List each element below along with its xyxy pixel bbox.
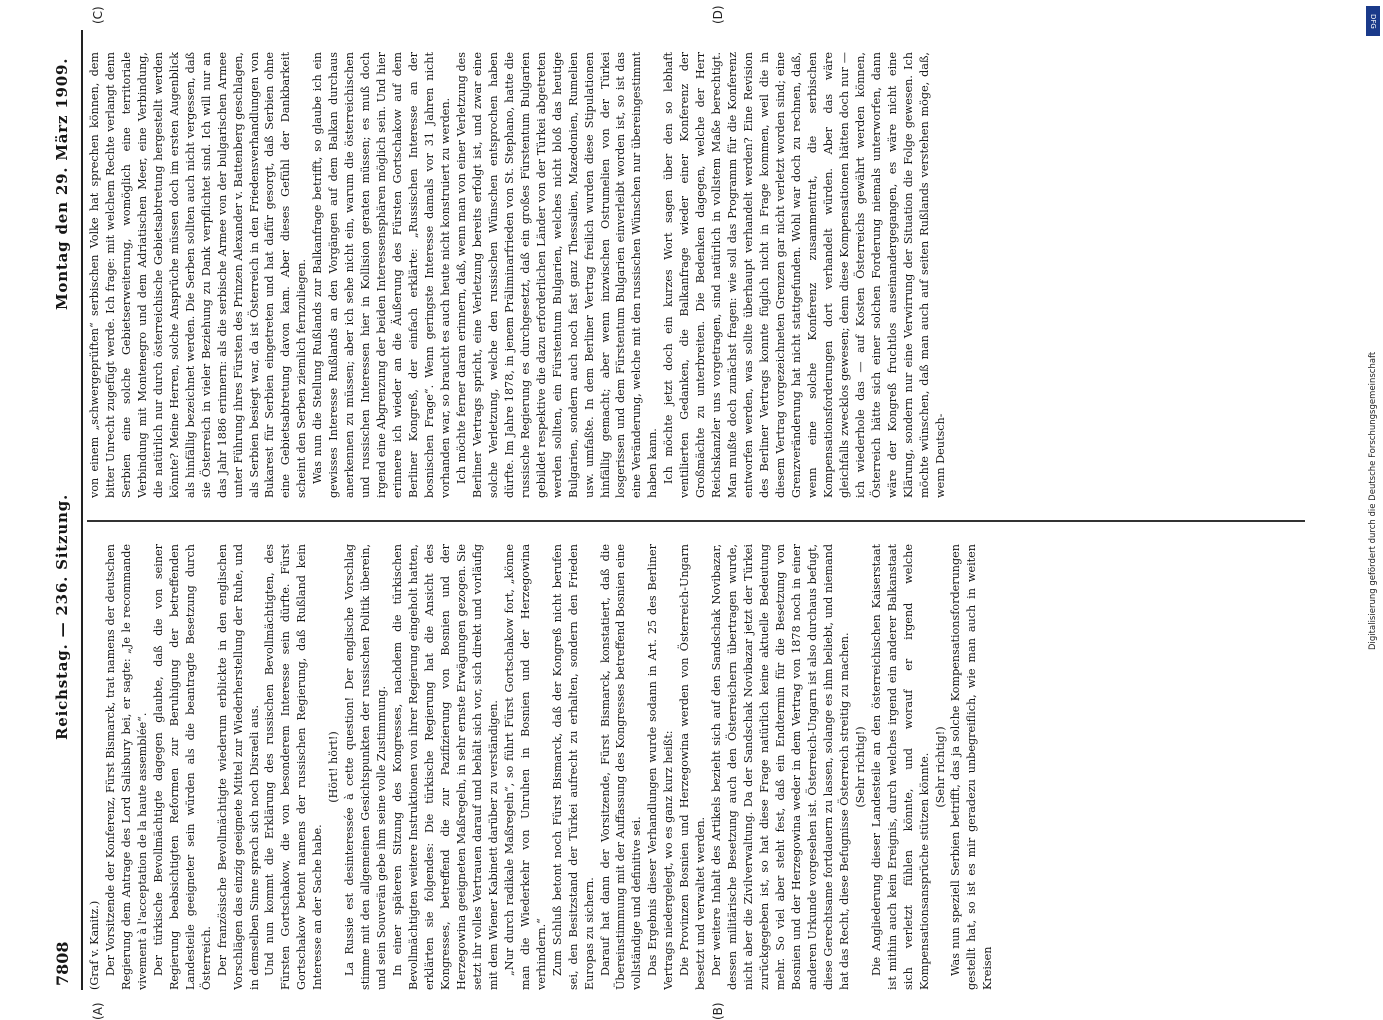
left-column-paragraph: Was nun speziell Serbien betrifft, das ja solche Kompensationsforderungen gestellt hat, so ist es mir geradezu unbegreiflich, wie man auch in weiten Kreisen — [949, 544, 995, 990]
marker-a: (A) — [91, 1002, 105, 1020]
rotated-page — [51, 5, 1331, 1020]
left-column-paragraph: (Graf v. Kanitz.) — [88, 900, 101, 990]
left-column-paragraph: Der französische Bevollmächtigte wiederum erblickte in den englischen Vorschlägen das einzig geeignete Mittel zur Wiederherstellung der Ruhe, und in demselben Sinne sprach sich noch Disraeli aus. — [215, 544, 261, 990]
dfg-logo-icon: DFG — [1366, 6, 1380, 36]
left-column-paragraph: Der weitere Inhalt des Artikels bezieht sich auf den Sandschak Novibazar, dessen militärische Besetzung auch den Österreichern übertragen wurde, nicht aber die Zivilverwaltung. Da der Sandschak Novibazar jetzt der Türkei zurückgegeben ist, so hat diese Frage natürlich keine aktuelle Bedeutung mehr. So viel aber steht fest, daß ein Endtermin für die Besetzung von Bosnien und der Herzegowina weder in dem Vertrag von 1878 noch in einer anderen Urkunde vorgesehen ist. Österreich-Ungarn ist also durchaus befugt, diese Gerechtsame fortdauern zu lassen, solange es ihm beliebt, und niemand hat das Recht, diese Befugnisse Österreich streitig zu machen. — [710, 544, 851, 990]
header-rule — [81, 30, 83, 990]
page-header — [51, 30, 79, 990]
left-column — [87, 544, 1317, 990]
marker-b: (B) — [711, 1002, 725, 1020]
left-column-paragraph: Die Angliederung dieser Landesteile an den österreichischen Kaiserstaat ist mithin auch kein Ereignis, durch welches irgend ein anderer Balkanstaat sich verletzt fühlen könnte, und worauf er irgend welche Kompensationsansprüche stützen könnte. — [869, 544, 931, 990]
left-column-paragraph: Darauf hat dann der Vorsitzende, Fürst Bismarck, konstatiert, daß die Übereinstimmung mit der Auffassung des Kongresses betreffend Bosnien eine vollständige und definitive sei. — [598, 544, 644, 990]
page-number: 7808 — [53, 941, 72, 986]
right-column-paragraph: Was nun die Stellung Rußlands zur Balkanfrage betrifft, so glaube ich ein gewisses Interesse Rußlands an den Vorgängen auf dem Balkan durchaus anerkennen zu müssen; aber ich sehe nicht ein, warum die österreichischen und russischen Interessen hier in Kollision geraten müssen; es muß doch irgend eine Abgrenzung der beiden Interessensphären möglich sein. Und hier erinnere ich wieder an die Äußerung des Fürsten Gortschakow auf dem Berliner Kongreß, der einfach erklärte: „Russischen Interesse an der bosnischen Frage“. Wenn geringste Interesse damals vor 31 Jahren nicht vorhanden war, so braucht es auch heute nicht konstruiert zu werden. — [311, 52, 452, 498]
left-column-paragraph: La Russie est desinteressée à cette question! Der englische Vorschlag stimme mit den allgemeinen Gesichtspunkten der russischen Politik überein, und sein Souverän gebe ihm seine volle Zustimmung. — [343, 544, 389, 990]
right-column-paragraph: von einem „schwergeprüften“ serbischen Volke hat sprechen können, dem bitter Unrecht zugefügt werde. Ich frage: mit welchem Rechte verlangt denn Serbien eine solche Gebietserweiterung, womöglich eine territoriale Verbindung mit Montenegro und dem Adriatischen Meer, eine Verbindung, die natürlich nur durch österreichische Gebietsabtretung hergestellt werden könnte? Meine Herren, solche Ansprüche müssen doch im ersten Augenblick als hinfällig bezeichnet werden. Die Serben sollten auch nicht vergessen, daß sie Österreich in vieler Beziehung zu Dank verpflichtet sind. Ich will nur an das Jahr 1886 erinnern: als die serbische Armee von der bulgarischen Armee unter Führung ihres Fürsten des Prinzen Alexander v. Battenberg geschlagen, als Serbien besiegt war, da ist Österreich in den Friedensverhandlungen von Bukarest für Serbien eingetreten und hat dafür gesorgt, daß Serbien ohne eine Gebietsabtretung davon kam. Aber dieses Gefühl der Dankbarkeit scheint den Serben ziemlich fernzuliegen. — [88, 52, 309, 498]
left-column-paragraph: Der türkische Bevollmächtigte dagegen glaubte, daß die von seiner Regierung beabsichtigten Reformen zur Beruhigung der betreffenden Landesteile geeigneter sein würden als die beantragte Besetzung durch Österreich. — [151, 544, 213, 990]
left-column-paragraph: (Sehr richtig!) — [853, 726, 867, 808]
header-left-title: Reichstag. — 236. Sitzung. — [53, 493, 71, 740]
marker-d: (D) — [711, 5, 725, 24]
column-divider — [87, 521, 1305, 523]
left-column-paragraph: (Sehr richtig!) — [933, 726, 947, 808]
left-column-paragraph: In einer späteren Sitzung des Kongresses, nachdem die türkischen Bevollmächtigten weitere Instruktionen von ihrer Regierung eingeholt hatten, erklärten sie folgendes: Die türkische Regierung hat die Ansicht des Kongresses, betreffend die zur Pazifizierung von Bosnien und der Herzegowina geeigneten Maßregeln, in sehr ernste Erwägungen gezogen. Sie setzt ihr volles Vertrauen darauf und behält sich vor, sich direkt und vorläufig mit dem Wiener Kabinett darüber zu verständigen. — [391, 544, 500, 990]
header-right-title: Montag den 29. März 1909. — [53, 57, 71, 310]
left-column-paragraph: Das Ergebnis dieser Verhandlungen wurde sodann in Art. 25 des Berliner Vertrags niedergelegt, wo es ganz kurz heißt: — [646, 544, 676, 990]
right-column-paragraph: Ich möchte jetzt doch ein kurzes Wort sagen über den so lebhaft ventilierten Gedanken, die Balkanfrage wieder einer Konferenz der Großmächte zu unterbreiten. Die Bedenken dagegen, welche der Herr Reichskanzler uns vorgetragen, sind natürlich in vollstem Maße berechtigt. Man mußte doch zunächst fragen: wie soll das Programm für die Konferenz entworfen werden, was sollte überhaupt verhandelt werden? Eine Revision des Berliner Vertrags konnte füglich nicht in Frage kommen, weil die in diesem Vertrag vorgezeichneten Grenzen gar nicht verletzt worden sind; eine Grenzveränderung hat nicht stattgefunden. Wohl war doch zu rechnen, daß, wenn eine solche Konferenz zusammentrat, die serbischen Kompensationsforderungen dort verhandelt würden. Aber das wäre gleichfalls zwecklos gewesen; denn diese Kompensationen hätten doch nur — ich wiederhole das — auf Kosten Österreichs gewährt werden können, Österreich hätte sich einer solchen Forderung niemals unterworfen, dann wäre der Kongreß fruchtlos auseinandergegangen, es wäre nicht eine Klärung, sondern nur eine Verwirrung der Situation die Folge gewesen. Ich möchte wünschen, daß man auch auf seiten Rußlands verstehen möge, daß, wenn Deutsch- — [662, 52, 947, 498]
right-column-paragraph: Ich möchte ferner daran erinnern, daß, wenn man von einer Verletzung des Berliner Vertrags spricht, eine Verletzung bereits erfolgt ist, und zwar eine solche Verletzung, welche den russischen Wünschen entsprochen haben dürfte. Im Jahre 1878, in jenem Präliminarfrieden von St. Stephano, hatte die russische Regierung es durchgesetzt, daß ein großes Fürstentum Bulgarien gebildet respektive die dazu erforderlichen Länder von der Türkei abgetreten werden sollten, ein Fürstentum Bulgarien, welches nicht bloß das heutige Bulgarien, sondern auch noch fast ganz Thessalien, Mazedonien, Rumelien usw. umfaßte. In dem Berliner Vertrag freilich wurden diese Stipulationen hinfällig gemacht; aber wenn inzwischen Ostrumelien von der Türkei losgerissen und dem Fürstentum Bulgarien einverleibt worden ist, so ist das eine Veränderung, welche mit den russischen Wünschen nur übereingestimmt haben kann. — [454, 52, 660, 498]
left-column-paragraph: Der Vorsitzende der Konferenz, Fürst Bismarck, trat namens der deutschen Regierung dem Antrage des Lord Salisbury bei, er sagte: „Je le recommande vivement à l'acceptation de la haute assemblée“. — [103, 544, 149, 990]
left-column-paragraph: Zum Schluß betont noch Fürst Bismarck, daß der Kongreß nicht berufen sei, den Besitzstand der Türkei aufrecht zu erhalten, sondern den Frieden Europas zu sichern. — [550, 544, 596, 990]
left-column-paragraph: Die Provinzen Bosnien und Herzegowina werden von Österreich-Ungarn besetzt und verwaltet werden. — [678, 544, 708, 990]
marker-c: (C) — [91, 6, 105, 24]
right-column — [87, 52, 1317, 498]
left-column-paragraph: Und nun kommt die Erklärung des russischen Bevollmächtigten, des Fürsten Gortschakow, die von besonderem Interesse sein dürfte. Fürst Gortschakow betont namens der russischen Regierung, daß Rußland kein Interesse an der Sache habe. — [263, 544, 325, 990]
left-column-paragraph: (Hört! hört!) — [327, 731, 341, 803]
left-column-paragraph: „Nur durch radikale Maßregeln“, so führt Fürst Gortschakow fort, „könne man die Wiederkehr von Unruhen in Bosnien und der Herzegowina verhindern.“ — [502, 544, 548, 990]
digitization-credit: Digitalisierung gefördert durch die Deutsche Forschungsgemeinschaft — [1368, 351, 1378, 651]
